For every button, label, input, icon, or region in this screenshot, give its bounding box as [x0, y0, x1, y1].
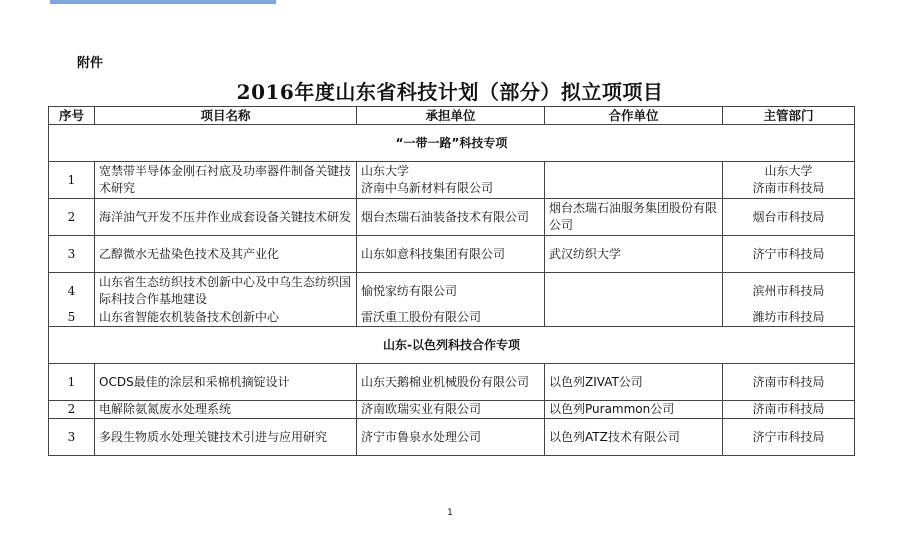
row-num: 1	[49, 364, 95, 401]
row-org: 济南欧瑞实业有限公司	[357, 401, 545, 419]
table-row	[49, 364, 855, 401]
row-partner: 武汉纺织大学	[545, 236, 723, 273]
col-header-org: 承担单位	[357, 107, 545, 125]
row-num: 2	[49, 401, 95, 419]
row-project-name: 宽禁带半导体金刚石衬底及功率器件制备关键技术研究	[95, 162, 357, 199]
row-dept: 滨州市科技局	[723, 273, 855, 310]
row-dept: 山东大学 济南市科技局	[723, 162, 855, 199]
page-title: 2016年度山东省科技计划（部分）拟立项项目	[236, 80, 664, 104]
table-row	[49, 199, 855, 236]
row-partner	[545, 162, 723, 199]
row-num: 2	[49, 199, 95, 236]
section-heading: “一带一路”科技专项	[49, 125, 855, 162]
row-org: 烟台杰瑞石油装备技术有限公司	[357, 199, 545, 236]
row-partner: 以色列ATZ技术有限公司	[545, 419, 723, 456]
row-project-name: 电解除氨氮废水处理系统	[95, 401, 357, 419]
table-row	[49, 273, 855, 310]
row-num: 5	[49, 309, 95, 327]
row-partner: 以色列Purammon公司	[545, 401, 723, 419]
table-row	[49, 162, 855, 199]
row-partner: 以色列ZIVAT公司	[545, 364, 723, 401]
section-heading: 山东-以色列科技合作专项	[49, 327, 855, 364]
row-org: 山东天鹅棉业机械股份有限公司	[357, 364, 545, 401]
project-table	[48, 106, 855, 456]
row-project-name: OCDS最佳的涂层和采棉机摘锭设计	[95, 364, 357, 401]
row-dept: 烟台市科技局	[723, 199, 855, 236]
table-header-row	[49, 107, 855, 125]
table-row	[49, 309, 855, 327]
row-project-name: 山东省智能农机装备技术创新中心	[95, 309, 357, 327]
row-project-name: 多段生物质水处理关键技术引进与应用研究	[95, 419, 357, 456]
row-num: 3	[49, 236, 95, 273]
attachment-label: 附件	[77, 56, 104, 71]
section-heading-row	[49, 327, 855, 364]
col-header-name: 项目名称	[95, 107, 357, 125]
table-row	[49, 419, 855, 456]
row-org: 山东如意科技集团有限公司	[357, 236, 545, 273]
row-partner: 烟台杰瑞石油服务集团股份有限公司	[545, 199, 723, 236]
table-row	[49, 401, 855, 419]
col-header-partner: 合作单位	[545, 107, 723, 125]
row-num: 3	[49, 419, 95, 456]
row-dept: 济南市科技局	[723, 364, 855, 401]
row-org: 愉悦家纺有限公司	[357, 273, 545, 310]
row-org: 济宁市鲁泉水处理公司	[357, 419, 545, 456]
col-header-dept: 主管部门	[723, 107, 855, 125]
top-accent-bar	[50, 0, 276, 4]
col-header-num: 序号	[49, 107, 95, 125]
row-num: 4	[49, 273, 95, 310]
page-number: 1	[447, 508, 453, 518]
row-project-name: 海洋油气开发不压井作业成套设备关键技术研发	[95, 199, 357, 236]
row-dept: 济宁市科技局	[723, 419, 855, 456]
section-heading-row	[49, 125, 855, 162]
row-dept: 济宁市科技局	[723, 236, 855, 273]
row-org: 雷沃重工股份有限公司	[357, 309, 545, 327]
row-partner	[545, 309, 723, 327]
row-org: 山东大学 济南中乌新材料有限公司	[357, 162, 545, 199]
row-num: 1	[49, 162, 95, 199]
table-row	[49, 236, 855, 273]
row-partner	[545, 273, 723, 310]
row-project-name: 山东省生态纺织技术创新中心及中乌生态纺织国际科技合作基地建设	[95, 273, 357, 310]
row-dept: 济南市科技局	[723, 401, 855, 419]
row-dept: 潍坊市科技局	[723, 309, 855, 327]
row-project-name: 乙醇微水无盐染色技术及其产业化	[95, 236, 357, 273]
